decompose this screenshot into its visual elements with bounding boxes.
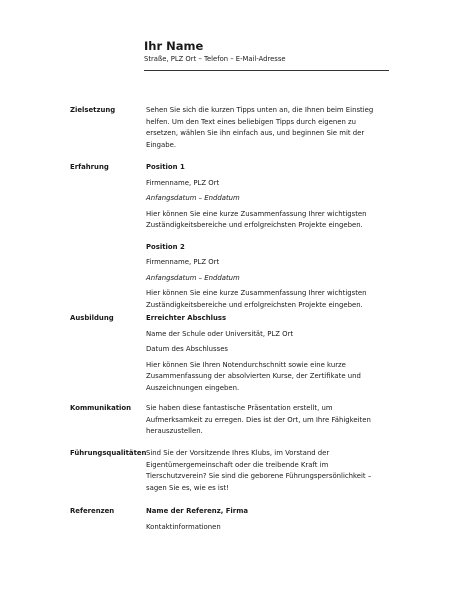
section-objective: [70, 105, 390, 155]
section-communication: [70, 403, 390, 442]
job-company[interactable]: Firmenname, PLZ Ort: [146, 178, 220, 187]
school[interactable]: Name der Schule oder Universität, PLZ Ort: [146, 329, 294, 338]
job-summary[interactable]: Hier können Sie eine kurze Zusammenfassung Ihrer wichtigsten Zuständigkeitsbereiche und erfolgreichsten Projekte eingeben.: [146, 209, 367, 229]
job-title[interactable]: Position 1: [146, 163, 185, 171]
reference-name[interactable]: Name der Referenz, Firma: [146, 507, 249, 515]
person-name[interactable]: Ihr Name: [144, 39, 204, 53]
resume-header: [144, 39, 389, 71]
section-label-references: Referenzen: [70, 507, 115, 515]
degree[interactable]: Erreichter Abschluss: [146, 314, 227, 322]
section-education: [70, 313, 390, 398]
section-label-communication: Kommunikation: [70, 404, 132, 412]
section-label-education: Ausbildung: [70, 314, 114, 322]
reference-contact[interactable]: Kontaktinformationen: [146, 522, 221, 531]
section-references: [70, 506, 390, 537]
job-summary[interactable]: Hier können Sie eine kurze Zusammenfassung Ihrer wichtigsten Zuständigkeitsbereiche und erfolgreichsten Projekte eingeben.: [146, 289, 367, 309]
job-dates[interactable]: Anfangsdatum – Enddatum: [146, 194, 240, 202]
leadership-text[interactable]: Sind Sie der Vorsitzende Ihres Klubs, im Vorstand der Eigentümergemeinschaft oder die treibende Kraft im Tierschutzverein? Sie sind die geborene Führungspersönlichkeit – sagen Sie es, wie es ist!: [146, 449, 372, 492]
job-company[interactable]: Firmenname, PLZ Ort: [146, 258, 220, 266]
section-experience: [70, 162, 390, 315]
section-leadership: [70, 448, 390, 498]
header-divider: [144, 70, 389, 71]
section-label-experience: Erfahrung: [70, 163, 109, 171]
contact-line[interactable]: Straße, PLZ Ort – Telefon – E-Mail-Adresse: [144, 55, 286, 63]
job-dates[interactable]: Anfangsdatum – Enddatum: [146, 273, 240, 282]
objective-text[interactable]: Sehen Sie sich die kurzen Tipps unten an, die Ihnen beim Einstieg helfen. Um den Text eines beliebigen Tipps durch eigenen zu ersetzen, wählen Sie ihn einfach aus, und beginnen Sie mit der Eingabe.: [146, 106, 374, 149]
education-details[interactable]: Hier können Sie Ihren Notendurchschnitt sowie eine kurze Zusammenfassung der absolvierten Kurse, der Zertifikate und Auszeichnungen eingeben.: [146, 360, 361, 392]
section-label-objective: Zielsetzung: [70, 106, 116, 114]
section-label-leadership: Führungsqualitäten: [70, 449, 147, 457]
job-title[interactable]: Position 2: [146, 242, 185, 251]
graduation-date[interactable]: Datum des Abschlusses: [146, 345, 229, 353]
communication-text[interactable]: Sie haben diese fantastische Präsentation erstellt, um Aufmerksamkeit zu erregen. Dies ist der Ort, um Ihre Fähigkeiten herauszustellen.: [146, 404, 371, 435]
